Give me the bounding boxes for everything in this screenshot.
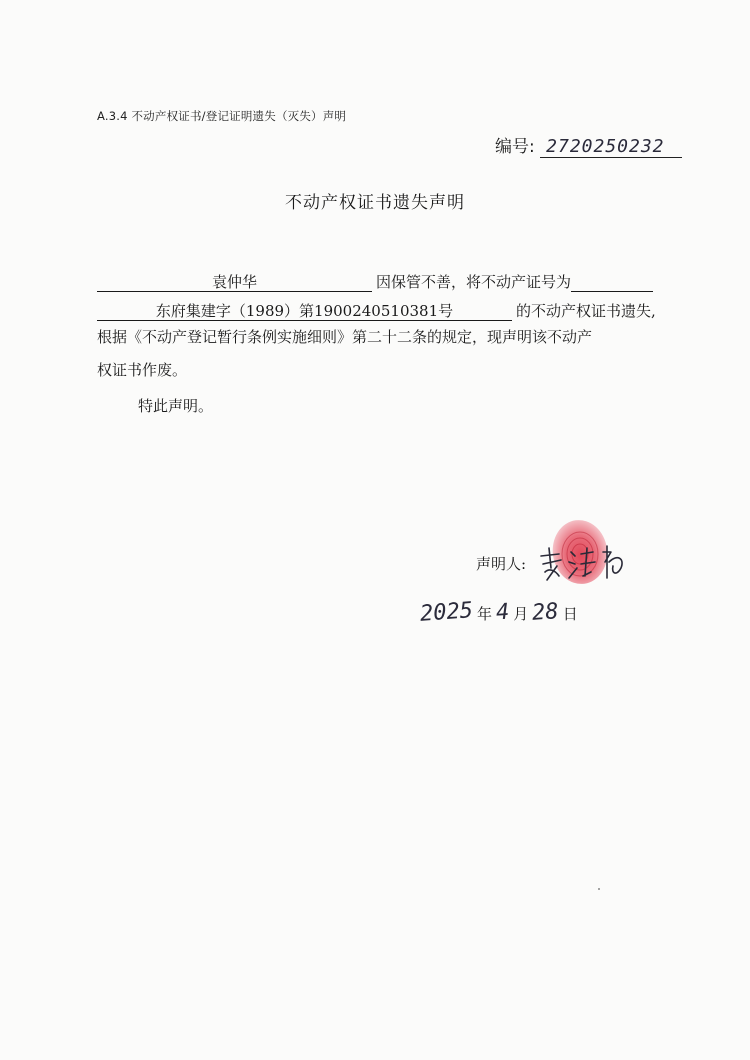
blank-underline	[571, 273, 653, 292]
serial-label: 编号:	[495, 137, 535, 157]
date-day-handwritten: 28	[531, 599, 560, 626]
signer-label: 声明人:	[476, 555, 527, 573]
declarant-name: 袁仲华	[97, 273, 372, 292]
day-unit: 日	[562, 605, 578, 623]
section-reference: A.3.4 不动产权证书/登记证明遗失（灭失）声明	[97, 109, 347, 123]
declaration-date	[420, 600, 582, 640]
month-unit: 月	[513, 605, 529, 623]
document-title: 不动产权证书遗失声明	[285, 193, 465, 213]
year-unit: 年	[476, 605, 492, 623]
body-line-2	[97, 301, 682, 321]
scan-speck	[598, 888, 600, 890]
date-year-handwritten: 2025	[419, 598, 474, 627]
certificate-number: 东府集建字（1989）第1900240510381号	[97, 302, 512, 321]
body-line-3: 根据《不动产登记暂行条例实施细则》第二十二条的规定，现声明该不动产	[97, 328, 593, 346]
serial-number	[495, 132, 682, 158]
body-line-4: 权证书作废。	[97, 361, 188, 379]
body-line-2-suffix: 的不动产权证书遗失,	[516, 302, 656, 320]
body-line-1	[97, 272, 682, 292]
date-month-handwritten: 4	[495, 599, 511, 626]
handwritten-signature	[535, 538, 630, 588]
body-line-1-text: 因保管不善，将不动产证号为	[376, 273, 572, 291]
serial-value-handwritten: 2720250232	[540, 137, 682, 158]
closing-statement: 特此声明。	[138, 397, 214, 415]
